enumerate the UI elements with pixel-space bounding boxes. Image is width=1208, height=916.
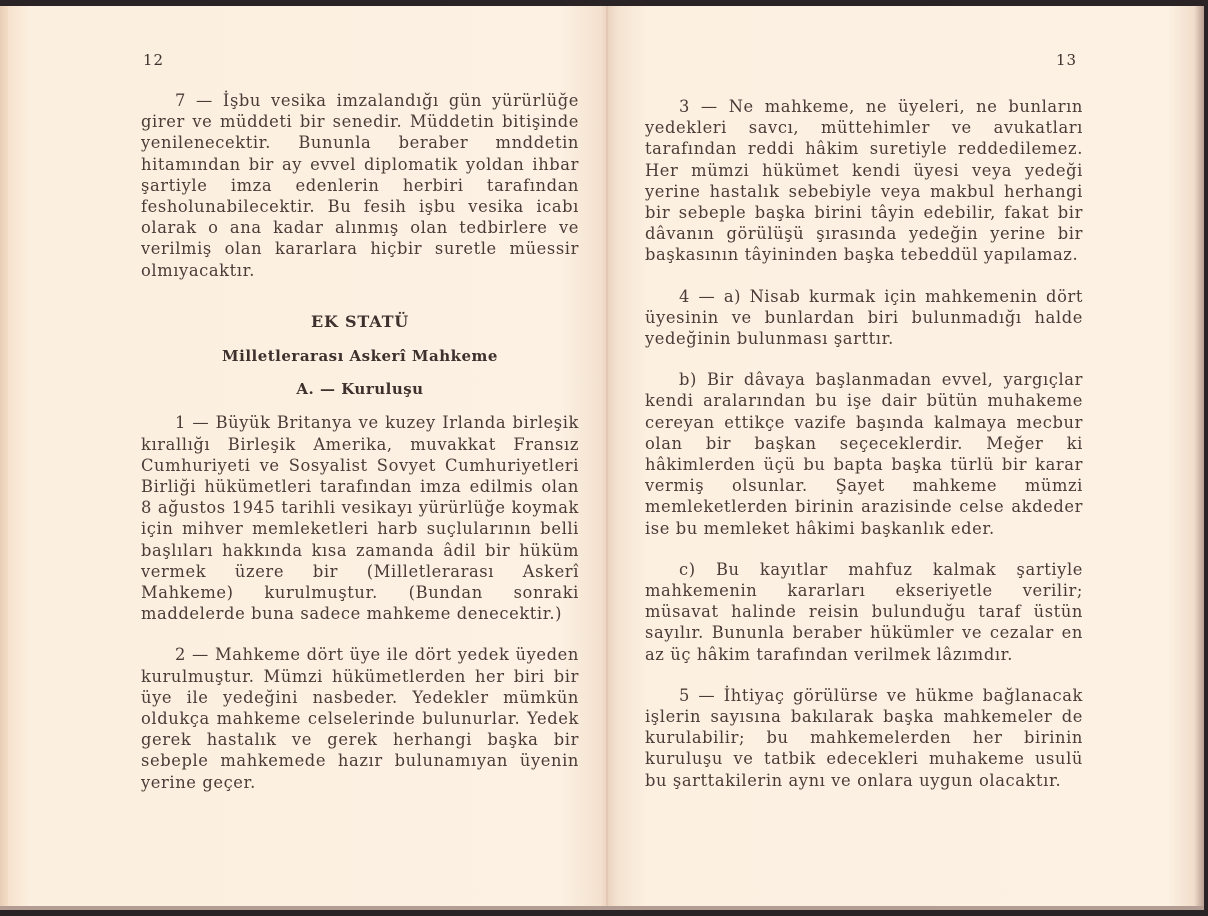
right-page xyxy=(608,6,1204,910)
article-2: 2 — Mahkeme dört üye ile dört yedek üyeden kurulmuştur. Mümzi hükümetlerden her biri bir üye ile yedeğini nasbeder. Yedekler mümkün oldukça mahkeme celselerinde bulunurlar. Yedek gerek hastalık ve gerek herhangi başka bir sebeple mahkemede hazır bulunamıyan üyenin yerine geçer. xyxy=(141,645,579,792)
page-number: 13 xyxy=(1056,51,1078,69)
article-5: 5 — İhtiyaç görülürse ve hükme bağlanacak işlerin sayısına bakılarak başka mahkemeler de kurulabilir; bu mahkemelerden her birinin kuruluşu ve tatbik edecekleri muhakeme usulü bu şarttakilerin aynı ve onlara uygun olacaktır. xyxy=(645,685,1083,790)
article-4b: b) Bir dâvaya başlanmadan evvel, yargıçlar kendi aralarından bu işe dair bütün muhakeme cereyan ettikçe vazife başında kalmaya mecbur olan bir başkan seçeceklerdir. Meğer ki hâkimlerden üçü bu bapta başka türlü bir karar vermiş olsunlar. Şayet mahkeme mümzi memleketlerden birinin arazisinde celse akdeder ise bu memleket hâkimi başkanlık eder. xyxy=(645,370,1083,538)
page-edge xyxy=(0,6,8,910)
article-3: 3 — Ne mahkeme, ne üyeleri, ne bunların yedekleri savcı, müttehimler ve avukatları tarafından reddi hâkim suretiyle reddedilemez. Her mümzi hükümet kendi üyesi veya yedeği yerine hastalık sebebiyle veya makbul herhangi bir sebeple başka birini tâyin edebilir, fakat bir dâvanın görülüşü şırasında yedeğin yerine bir başkasının tâyininden başka tebeddül yapılamaz. xyxy=(645,97,1083,265)
left-page-text xyxy=(141,90,579,793)
book-spread xyxy=(0,6,1204,910)
article-7: 7 — İşbu vesika imzalandığı gün yürürlüğe girer ve müddeti bir senedir. Müddetin bitişinde yenilenecektir. Bununla beraber mnddetin hitamından bir ay evvel diplomatik yoldan ihbar şartiyle imza edenlerin herbiri tarafından fesholunabilecektir. Bu fesih işbu vesika icabı olarak o ana kadar alınmış olan tedbirlere ve verilmiş olan kararlara hiçbir suretle müessir olmıyacaktır. xyxy=(141,91,579,280)
right-page-text xyxy=(645,96,1083,791)
heading-section-a: A. — Kuruluşu xyxy=(296,380,424,399)
page-bottom-edge xyxy=(0,906,1204,910)
left-page xyxy=(0,6,608,910)
article-1: 1 — Büyük Britanya ve kuzey Irlanda birleşik kırallığı Birleşik Amerika, muvakkat Fransız Cumhuriyeti ve Sosyalist Sovyet Cumhuriyetleri Birliği hükümetleri tarafından imza edilmis olan 8 ağustos 1945 tarihli vesikayı yürürlüğe koymak için mihver memleketleri harb suçlularının belli başlıları hakkında kısa zamanda âdil bir hüküm vermek üzere bir (Milletlerarası Askerî Mahkeme) kurulmuştur. (Bundan sonraki maddelerde buna sadece mahkeme denecektir.) xyxy=(141,413,579,624)
page-number: 12 xyxy=(143,51,165,69)
heading-tribunal: Milletlerarası Askerî Mahkeme xyxy=(222,347,498,366)
article-4c: c) Bu kayıtlar mahfuz kalmak şartiyle mahkemenin kararları ekseriyetle verilir; müsavat halinde reisin bulunduğu taraf üstün sayılır. Bununla beraber hükümler ve cezalar en az üç hâkim tarafından verilmek lâzımdır. xyxy=(645,559,1083,664)
article-4a: 4 — a) Nisab kurmak için mahkemenin dört üyesinin ve bunlardan biri bulunmadığı halde yedeğinin bulunması şarttır. xyxy=(645,286,1083,349)
heading-ek-statu: EK STATÜ xyxy=(310,311,410,331)
